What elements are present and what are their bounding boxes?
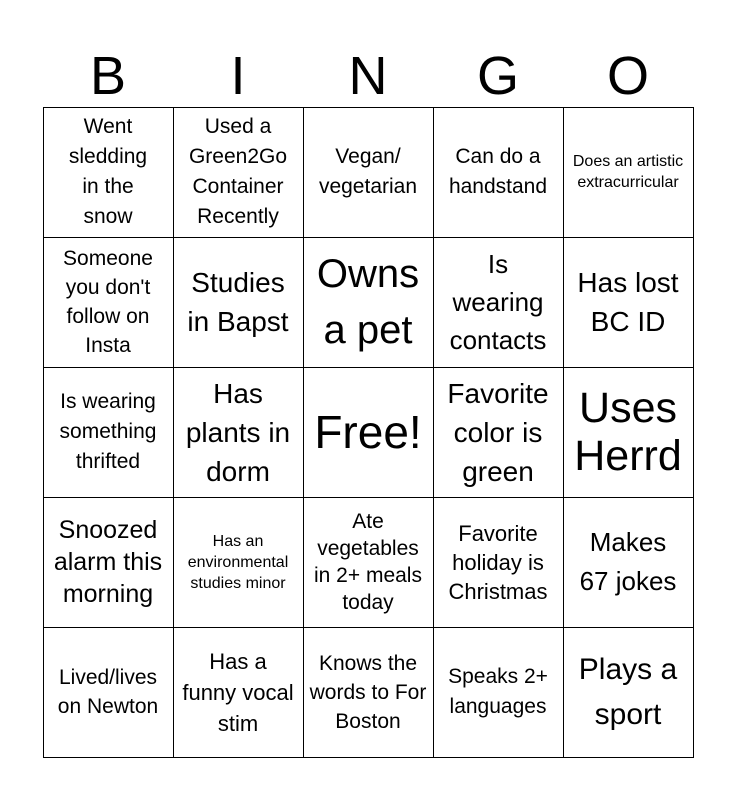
cell-text: Is wearing something thrifted	[59, 390, 157, 473]
bingo-cell[interactable]	[563, 497, 694, 628]
bingo-cell[interactable]	[173, 237, 304, 368]
cell-text: Speaks 2+ languages	[448, 665, 548, 718]
header-letter-n: N	[348, 46, 388, 106]
bingo-cell[interactable]	[433, 497, 564, 628]
bingo-cell[interactable]	[173, 497, 304, 628]
bingo-cell[interactable]	[563, 237, 694, 368]
cell-text: Has a funny vocal stim	[182, 648, 294, 736]
cell-text: Lived/lives on Newton	[57, 666, 159, 718]
bingo-cell[interactable]	[43, 627, 174, 758]
bingo-cell[interactable]	[303, 497, 434, 628]
cell-text: Used a Green2Go Container Recently	[188, 115, 288, 228]
bingo-header	[43, 44, 693, 108]
bingo-cell[interactable]	[433, 237, 564, 368]
bingo-cell[interactable]	[43, 237, 174, 368]
free-space-text: Free!	[314, 406, 422, 458]
header-letter-g: G	[476, 46, 519, 106]
cell-text: Can do a handstand	[448, 145, 548, 198]
cell-text: Studies in Bapst	[187, 267, 289, 337]
bingo-cell[interactable]	[433, 107, 564, 238]
header-letter-i: I	[230, 46, 246, 106]
cell-text: Knows the words to For Boston	[309, 651, 427, 733]
bingo-grid	[43, 107, 693, 757]
cell-text: Does an artistic extracurricular	[572, 153, 684, 191]
cell-text: Vegan/ vegetarian	[318, 145, 418, 198]
bingo-cell[interactable]	[433, 367, 564, 498]
cell-text: Has an environmental studies minor	[187, 532, 289, 592]
bingo-cell[interactable]	[303, 627, 434, 758]
bingo-cell[interactable]	[43, 367, 174, 498]
cell-text: Owns a pet	[316, 252, 420, 352]
cell-text: Ate vegetables in 2+ meals today	[314, 510, 422, 614]
cell-text: Makes 67 jokes	[579, 527, 677, 596]
free-space-cell[interactable]	[303, 367, 434, 498]
cell-text: Snoozed alarm this morning	[53, 516, 163, 608]
bingo-cell[interactable]	[433, 627, 564, 758]
bingo-cell[interactable]	[303, 237, 434, 368]
header-letter-o: O	[606, 46, 649, 106]
cell-text: Favorite holiday is Christmas	[448, 520, 548, 604]
header-letter-b: B	[89, 46, 127, 106]
cell-text: Is wearing contacts	[449, 249, 547, 355]
cell-text: Has lost BC ID	[577, 267, 679, 337]
bingo-cell[interactable]	[563, 627, 694, 758]
bingo-cell[interactable]	[173, 627, 304, 758]
bingo-cell[interactable]	[563, 367, 694, 498]
cell-text: Has plants in dorm	[185, 377, 291, 487]
bingo-cell[interactable]	[43, 107, 174, 238]
cell-text: Plays a sport	[578, 653, 678, 731]
bingo-cell[interactable]	[303, 107, 434, 238]
bingo-cell[interactable]	[173, 107, 304, 238]
cell-text: Someone you don't follow on Insta	[63, 247, 153, 357]
bingo-cell[interactable]	[43, 497, 174, 628]
bingo-cell[interactable]	[173, 367, 304, 498]
cell-text: Favorite color is green	[447, 377, 549, 487]
cell-text: Uses Herrd	[574, 384, 682, 480]
bingo-cell[interactable]	[563, 107, 694, 238]
cell-text: Went sledding in the snow	[68, 115, 148, 228]
